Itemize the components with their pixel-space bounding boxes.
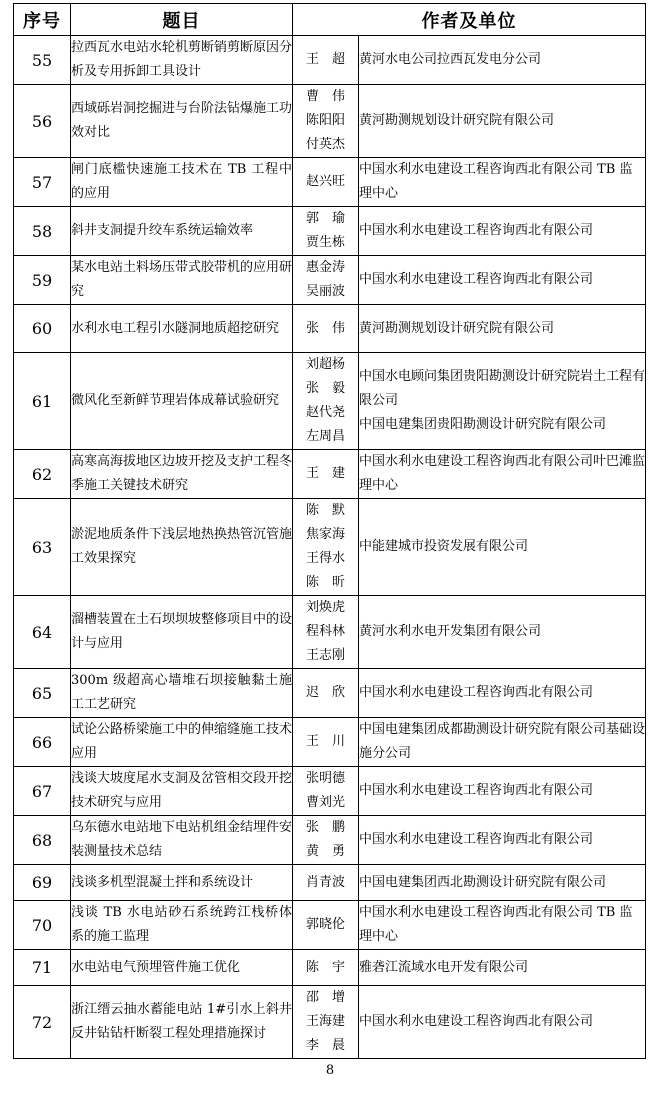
organization: 黄河勘测规划设计研究院有限公司	[359, 85, 646, 158]
header-no: 序号	[14, 4, 71, 36]
table-row	[14, 669, 646, 718]
table-row	[14, 499, 646, 596]
row-number: 67	[14, 767, 71, 816]
row-number: 69	[14, 865, 71, 901]
table-row	[14, 305, 646, 353]
authors-cell	[293, 669, 359, 718]
row-number: 59	[14, 256, 71, 305]
row-number: 58	[14, 207, 71, 256]
organization: 中国水利水电建设工程咨询西北有限公司	[359, 767, 646, 816]
authors-cell	[293, 986, 359, 1059]
table-row	[14, 986, 646, 1059]
authors-cell	[293, 36, 359, 85]
author-name: 赵兴旺	[305, 174, 345, 189]
authors-cell	[293, 256, 359, 305]
author-name: 王 超	[305, 52, 345, 67]
author-name: 王志刚	[305, 648, 345, 663]
paper-title: 斜井支洞提升绞车系统运输效率	[71, 207, 293, 256]
paper-list-table	[13, 3, 646, 1059]
authors-cell	[293, 950, 359, 986]
paper-title: 西域砾岩洞挖掘进与台阶法钻爆施工功效对比	[71, 85, 293, 158]
paper-title: 试论公路桥梁施工中的伸缩缝施工技术应用	[71, 718, 293, 767]
author-name: 黄 勇	[305, 844, 345, 859]
paper-title: 水电站电气预埋管件施工优化	[71, 950, 293, 986]
organization: 中国水利水电建设工程咨询西北有限公司	[359, 816, 646, 865]
author-name: 迟 欣	[305, 685, 345, 700]
paper-title: 水利水电工程引水隧洞地质超挖研究	[71, 305, 293, 353]
organization: 中能建城市投资发展有限公司	[359, 499, 646, 596]
authors-cell	[293, 767, 359, 816]
author-name: 刘超杨	[305, 357, 345, 372]
paper-title: 高寒高海拔地区边坡开挖及支护工程冬季施工关键技术研究	[71, 450, 293, 499]
table-row	[14, 865, 646, 901]
row-number: 62	[14, 450, 71, 499]
organization: 中国电建集团西北勘测设计研究院有限公司	[359, 865, 646, 901]
header-authors: 作者及单位	[293, 4, 646, 36]
row-number: 55	[14, 36, 71, 85]
author-name: 邵 增	[305, 990, 345, 1005]
table-row	[14, 816, 646, 865]
row-number: 61	[14, 353, 71, 450]
table-row	[14, 256, 646, 305]
organization: 中国水利水电建设工程咨询西北有限公司叶巴滩监理中心	[359, 450, 646, 499]
paper-title: 300m 级超高心墙堆石坝接触黏土施工工艺研究	[71, 669, 293, 718]
row-number: 68	[14, 816, 71, 865]
row-number: 57	[14, 158, 71, 207]
table-row	[14, 901, 646, 950]
paper-title: 浙江缙云抽水蓄能电站 1#引水上斜井反井钻钻杆断裂工程处理措施探讨	[71, 986, 293, 1059]
row-number: 60	[14, 305, 71, 353]
row-number: 71	[14, 950, 71, 986]
author-name: 王 建	[305, 466, 345, 481]
table-row	[14, 450, 646, 499]
organization: 黄河水利水电开发集团有限公司	[359, 596, 646, 669]
authors-cell	[293, 158, 359, 207]
table-row	[14, 85, 646, 158]
authors-cell	[293, 816, 359, 865]
authors-cell	[293, 207, 359, 256]
organization: 中国水电顾问集团贵阳勘测设计研究院岩土工程有限公司 中国电建集团贵阳勘测设计研究院有限公司	[359, 353, 646, 450]
paper-title: 微风化至新鲜节理岩体成幕试验研究	[71, 353, 293, 450]
author-name: 吴丽波	[305, 284, 345, 299]
author-name: 陈阳阳	[305, 113, 345, 128]
paper-title: 乌东德水电站地下电站机组金结埋件安装测量技术总结	[71, 816, 293, 865]
paper-title: 闸门底槛快速施工技术在 TB 工程中的应用	[71, 158, 293, 207]
author-name: 张 鹏	[305, 820, 345, 835]
author-name: 王海建	[305, 1014, 345, 1029]
authors-cell	[293, 450, 359, 499]
organization: 中国水利水电建设工程咨询西北有限公司 TB 监理中心	[359, 158, 646, 207]
author-name: 王 川	[305, 734, 345, 749]
authors-cell	[293, 718, 359, 767]
author-name: 左周昌	[305, 429, 345, 444]
header-title: 题目	[71, 4, 293, 36]
authors-cell	[293, 901, 359, 950]
author-name: 赵代尧	[305, 405, 345, 420]
organization: 黄河勘测规划设计研究院有限公司	[359, 305, 646, 353]
author-name: 王得水	[305, 551, 345, 566]
table-row	[14, 596, 646, 669]
organization: 中国电建集团成都勘测设计研究院有限公司基础设施分公司	[359, 718, 646, 767]
row-number: 63	[14, 499, 71, 596]
author-name: 张 毅	[305, 381, 345, 396]
row-number: 70	[14, 901, 71, 950]
author-name: 贾生栋	[305, 235, 345, 250]
author-name: 郭晓伦	[305, 917, 345, 932]
authors-cell	[293, 305, 359, 353]
author-name: 曹刘光	[305, 795, 345, 810]
paper-title: 某水电站土料场压带式胶带机的应用研究	[71, 256, 293, 305]
author-name: 肖青波	[305, 874, 345, 890]
author-name: 程科林	[305, 624, 345, 639]
table-row	[14, 353, 646, 450]
organization: 中国水利水电建设工程咨询西北有限公司	[359, 669, 646, 718]
page-number: 8	[325, 1063, 335, 1078]
table-row	[14, 36, 646, 85]
author-name: 曹 伟	[305, 89, 345, 104]
row-number: 56	[14, 85, 71, 158]
organization: 雅砻江流域水电开发有限公司	[359, 950, 646, 986]
table-row	[14, 950, 646, 986]
paper-title: 浅谈 TB 水电站砂石系统跨江栈桥体系的施工监理	[71, 901, 293, 950]
paper-title: 拉西瓦水电站水轮机剪断销剪断原因分析及专用拆卸工具设计	[71, 36, 293, 85]
author-name: 李 晨	[305, 1038, 345, 1053]
row-number: 64	[14, 596, 71, 669]
row-number: 66	[14, 718, 71, 767]
author-name: 刘焕虎	[305, 600, 345, 615]
table-row	[14, 158, 646, 207]
authors-cell	[293, 865, 359, 901]
authors-cell	[293, 596, 359, 669]
author-name: 惠金涛	[305, 260, 345, 275]
table-row	[14, 718, 646, 767]
row-number: 65	[14, 669, 71, 718]
paper-title: 溜槽装置在土石坝坝坡整修项目中的设计与应用	[71, 596, 293, 669]
row-number: 72	[14, 986, 71, 1059]
organization: 中国水利水电建设工程咨询西北有限公司	[359, 207, 646, 256]
author-name: 焦家海	[305, 527, 345, 542]
author-name: 张明德	[305, 771, 345, 786]
authors-cell	[293, 353, 359, 450]
organization: 黄河水电公司拉西瓦发电分公司	[359, 36, 646, 85]
authors-cell	[293, 85, 359, 158]
paper-title: 浅谈多机型混凝土拌和系统设计	[71, 865, 293, 901]
organization: 中国水利水电建设工程咨询西北有限公司	[359, 256, 646, 305]
author-name: 陈 宇	[305, 959, 345, 975]
table-row	[14, 767, 646, 816]
paper-title: 浅谈大坡度尾水支洞及岔管相交段开挖技术研究与应用	[71, 767, 293, 816]
author-name: 陈 默	[305, 503, 345, 518]
paper-title: 淤泥地质条件下浅层地热换热管沉管施工效果探究	[71, 499, 293, 596]
organization: 中国水利水电建设工程咨询西北有限公司 TB 监理中心	[359, 901, 646, 950]
authors-cell	[293, 499, 359, 596]
author-name: 陈 昕	[305, 575, 345, 590]
author-name: 付英杰	[305, 137, 345, 152]
table-row	[14, 207, 646, 256]
table-header-row	[14, 4, 646, 36]
organization: 中国水利水电建设工程咨询西北有限公司	[359, 986, 646, 1059]
author-name: 张 伟	[305, 320, 345, 336]
author-name: 郭 瑜	[305, 211, 345, 226]
